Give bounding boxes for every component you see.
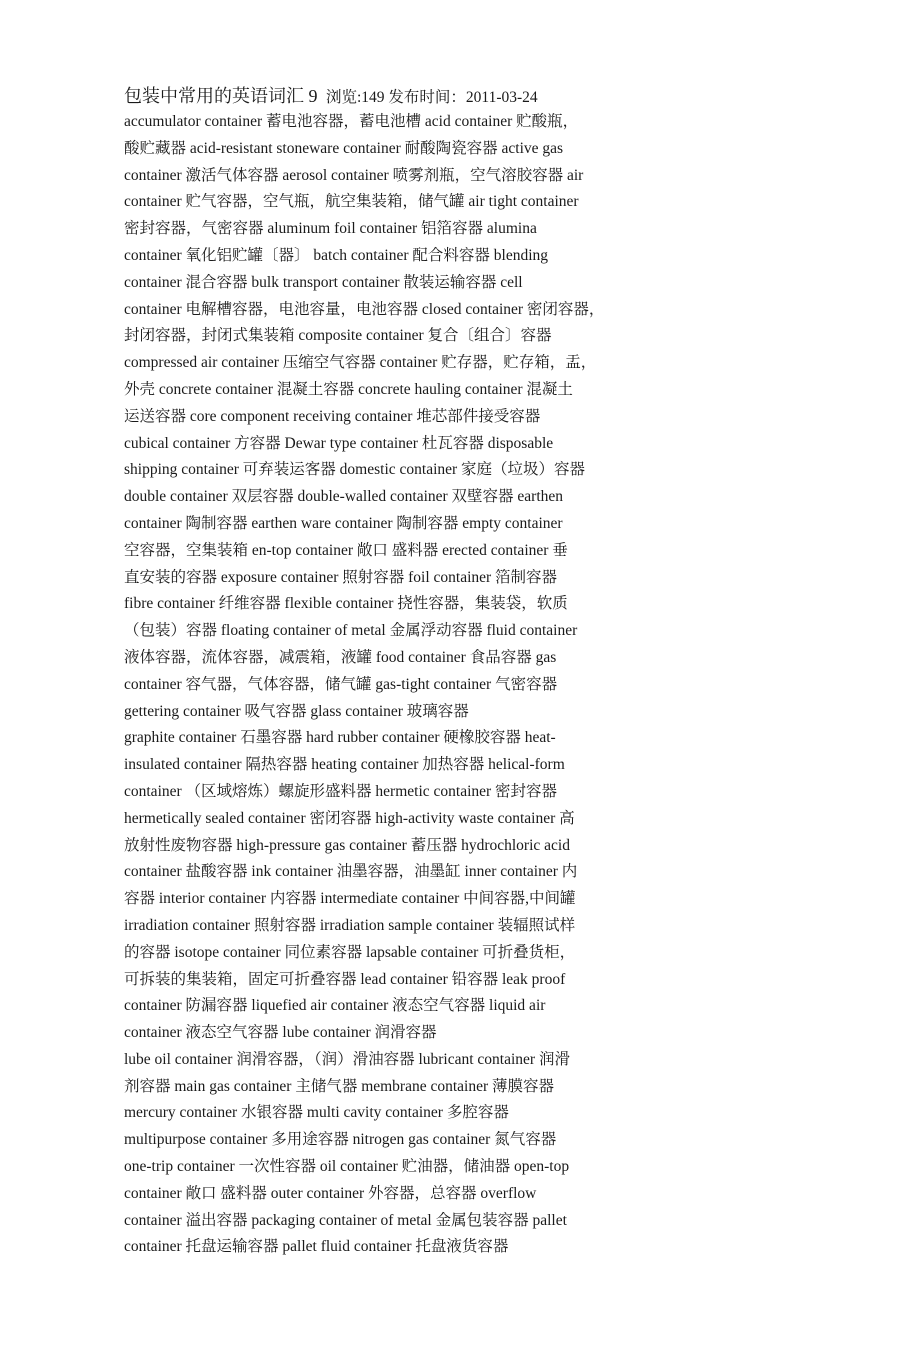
text-line: container 溢出容器 packaging container of metal 金属包装容器 pallet: [124, 1211, 567, 1229]
text-line: gettering container 吸气容器 glass container 玻璃容器: [124, 702, 469, 720]
text-line: 的容器 isotope container 同位素容器 lapsable container 可折叠货柜，: [124, 943, 576, 961]
text-line: 外壳 concrete container 混凝土容器 concrete hauling container 混凝土: [124, 380, 573, 398]
text-line: 容器 interior container 内容器 intermediate container 中间容器,中间罐: [124, 890, 576, 908]
document-title: 包装中常用的英语词汇 9: [124, 86, 318, 106]
text-line: （包装）容器 floating container of metal 金属浮动容器 fluid container: [124, 622, 578, 640]
text-line: 直安装的容器 exposure container 照射容器 foil container 箔制容器: [124, 568, 558, 586]
text-line: cubical container 方容器 Dewar type container 杜瓦容器 disposable: [124, 434, 554, 452]
text-line: fibre container 纤维容器 flexible container 挠性容器，集装袋，软质: [124, 595, 568, 613]
text-line: container 液态空气容器 lube container 润滑容器: [124, 1024, 437, 1042]
text-line: 酸贮藏器 acid-resistant stoneware container 耐酸陶瓷容器 active gas: [124, 139, 564, 157]
text-line: container 容气器，气体容器，储气罐 gas-tight container 气密容器: [124, 675, 558, 693]
document-header: [124, 83, 684, 109]
text-line: container 防漏容器 liquefied air container 液态空气容器 liquid air: [124, 997, 546, 1015]
text-line: container 贮气容器，空气瓶，航空集装箱，储气罐 air tight container: [124, 193, 579, 211]
text-line: compressed air container 压缩空气容器 container 贮存器，贮存箱，盂，: [124, 354, 597, 372]
document-meta: 浏览:149 发布时间：2011-03-24: [326, 89, 538, 106]
document-page: [124, 83, 684, 1261]
text-line: 液体容器，流体容器，减震箱，液罐 food container 食品容器 gas: [124, 648, 557, 666]
text-line: container 电解槽容器，电池容量，电池容器 closed container 密闭容器，: [124, 300, 605, 318]
text-line: container 陶制容器 earthen ware container 陶制容器 empty container: [124, 514, 563, 532]
text-line: 运送容器 core component receiving container 堆芯部件接受容器: [124, 407, 541, 425]
text-line: shipping container 可弃装运客器 domestic container 家庭（垃圾）容器: [124, 461, 586, 479]
text-line: insulated container 隔热容器 heating container 加热容器 helical-form: [124, 756, 565, 774]
text-line: hermetically sealed container 密闭容器 high-activity waste container 高: [124, 809, 575, 827]
text-line: 空容器，空集装箱 en-top container 敞口 盛料器 erected container 垂: [124, 541, 568, 559]
text-line: 密封容器，气密容器 aluminum foil container 铝箔容器 alumina: [124, 220, 537, 238]
document-body: [124, 109, 684, 1261]
text-line: container 托盘运输容器 pallet fluid container 托盘液货容器: [124, 1238, 509, 1256]
text-line: container （区域熔炼）螺旋形盛料器 hermetic container 密封容器: [124, 782, 558, 800]
text-line: 封闭容器，封闭式集装箱 composite container 复合〔组合〕容器: [124, 327, 552, 345]
text-line: container 混合容器 bulk transport container 散装运输容器 cell: [124, 273, 523, 291]
text-line: mercury container 水银容器 multi cavity container 多腔容器: [124, 1104, 509, 1122]
text-line: container 激活气体容器 aerosol container 喷雾剂瓶，空气溶胶容器 air: [124, 166, 584, 184]
text-line: container 盐酸容器 ink container 油墨容器，油墨缸 inner container 内: [124, 863, 578, 881]
text-line: one-trip container 一次性容器 oil container 贮油器，储油器 open-top: [124, 1158, 570, 1176]
text-line: container 氧化铝贮罐〔器〕 batch container 配合料容器 blending: [124, 246, 549, 264]
text-line: double container 双层容器 double-walled container 双壁容器 earthen: [124, 488, 564, 506]
text-line: lube oil container 润滑容器，（润）滑油容器 lubricant container 润滑: [124, 1050, 570, 1068]
text-line: 放射性废物容器 high-pressure gas container 蓄压器 hydrochloric acid: [124, 836, 570, 854]
text-line: 剂容器 main gas container 主储气器 membrane container 薄膜容器: [124, 1077, 555, 1095]
text-line: irradiation container 照射容器 irradiation sample container 装辐照试样: [124, 916, 576, 934]
text-line: multipurpose container 多用途容器 nitrogen gas container 氮气容器: [124, 1131, 557, 1149]
text-line: 可拆装的集装箱，固定可折叠容器 lead container 铅容器 leak proof: [124, 970, 566, 988]
text-line: accumulator container 蓄电池容器，蓄电池槽 acid container 贮酸瓶，: [124, 113, 579, 130]
text-line: graphite container 石墨容器 hard rubber container 硬橡胶容器 heat-: [124, 729, 556, 747]
text-line: container 敞口 盛料器 outer container 外容器，总容器 overflow: [124, 1184, 537, 1202]
